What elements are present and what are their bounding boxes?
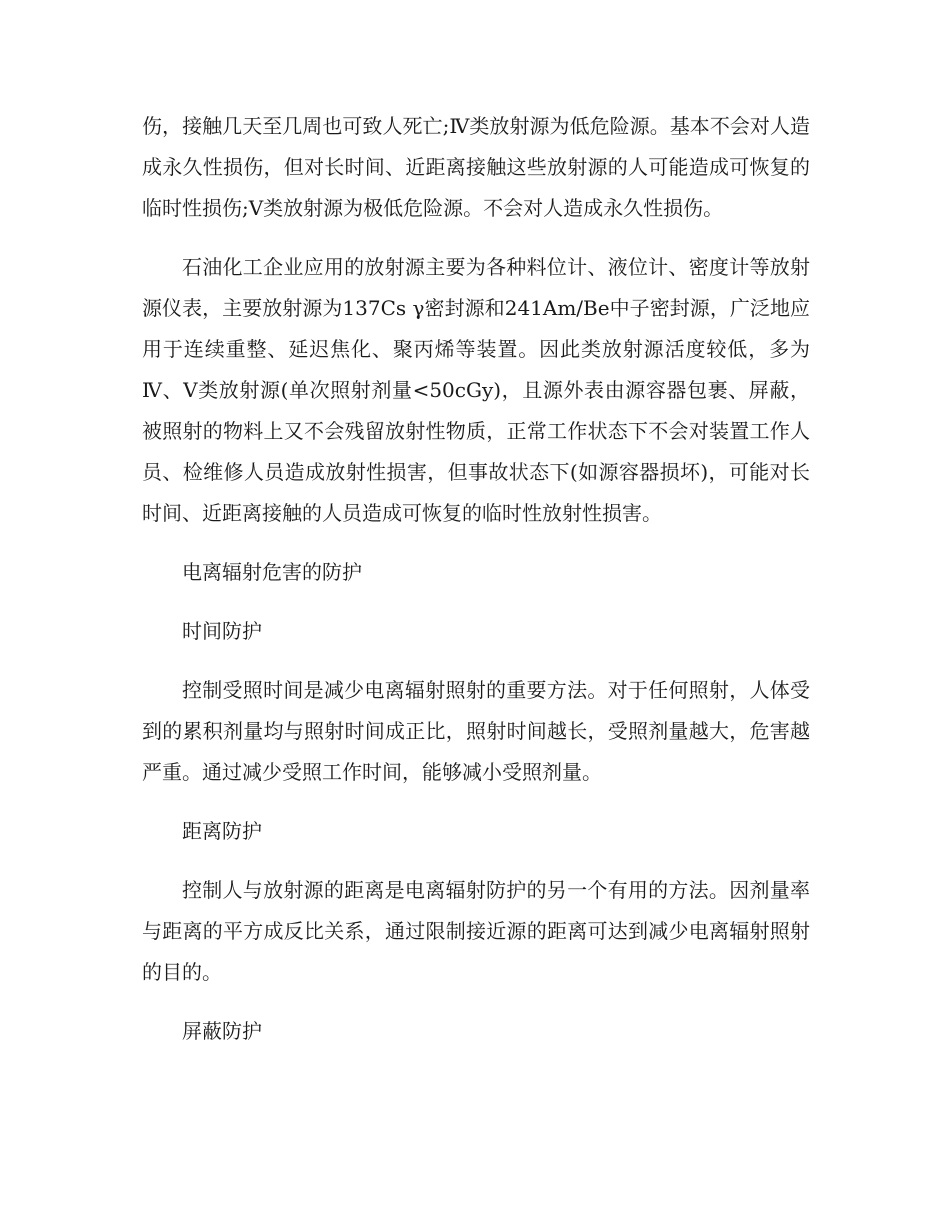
heading-shielding-protection: 屏蔽防护: [182, 1019, 262, 1043]
heading-ionizing-radiation-protection: 电离辐射危害的防护: [182, 560, 362, 584]
paragraph-time-protection: 控制受照时间是减少电离辐射照射的重要方法。对于任何照射，人体受到的累积剂量均与照射时间成正比，照射时间越长，受照剂量越大，危害越严重。通过减少受照工作时间，能够减小受照剂量。: [142, 678, 810, 784]
paragraph-radiation-source-classes: 伤，接触几天至几周也可致人死亡;Ⅳ类放射源为低危险源。基本不会对人造成永久性损伤，但对长时间、近距离接触这些放射源的人可能造成可恢复的临时性损伤;Ⅴ类放射源为极低危险源。不会对人造成永久性损伤。: [142, 114, 810, 220]
document-body: [142, 106, 810, 1070]
heading-distance-protection: 距离防护: [182, 819, 262, 843]
paragraph-distance-protection: 控制人与放射源的距离是电离辐射防护的另一个有用的方法。因剂量率与距离的平方成反比关系，通过限制接近源的距离可达到减少电离辐射照射的目的。: [142, 878, 810, 984]
paragraph-petrochemical-sources: 石油化工企业应用的放射源主要为各种料位计、液位计、密度计等放射源仪表，主要放射源为137Cs γ密封源和241Am/Be中子密封源，广泛地应用于连续重整、延迟焦化、聚丙烯等装置。因此类放射源活度较低，多为Ⅳ、Ⅴ类放射源(单次照射剂量<50cGy)，且源外表由源容器包裹、屏蔽，被照射的物料上又不会残留放射性物质，正常工作状态下不会对装置工作人员、检维修人员造成放射性损害，但事故状态下(如源容器损坏)，可能对长时间、近距离接触的人员造成可恢复的临时性放射性损害。: [142, 255, 810, 525]
heading-time-protection: 时间防护: [182, 619, 262, 643]
